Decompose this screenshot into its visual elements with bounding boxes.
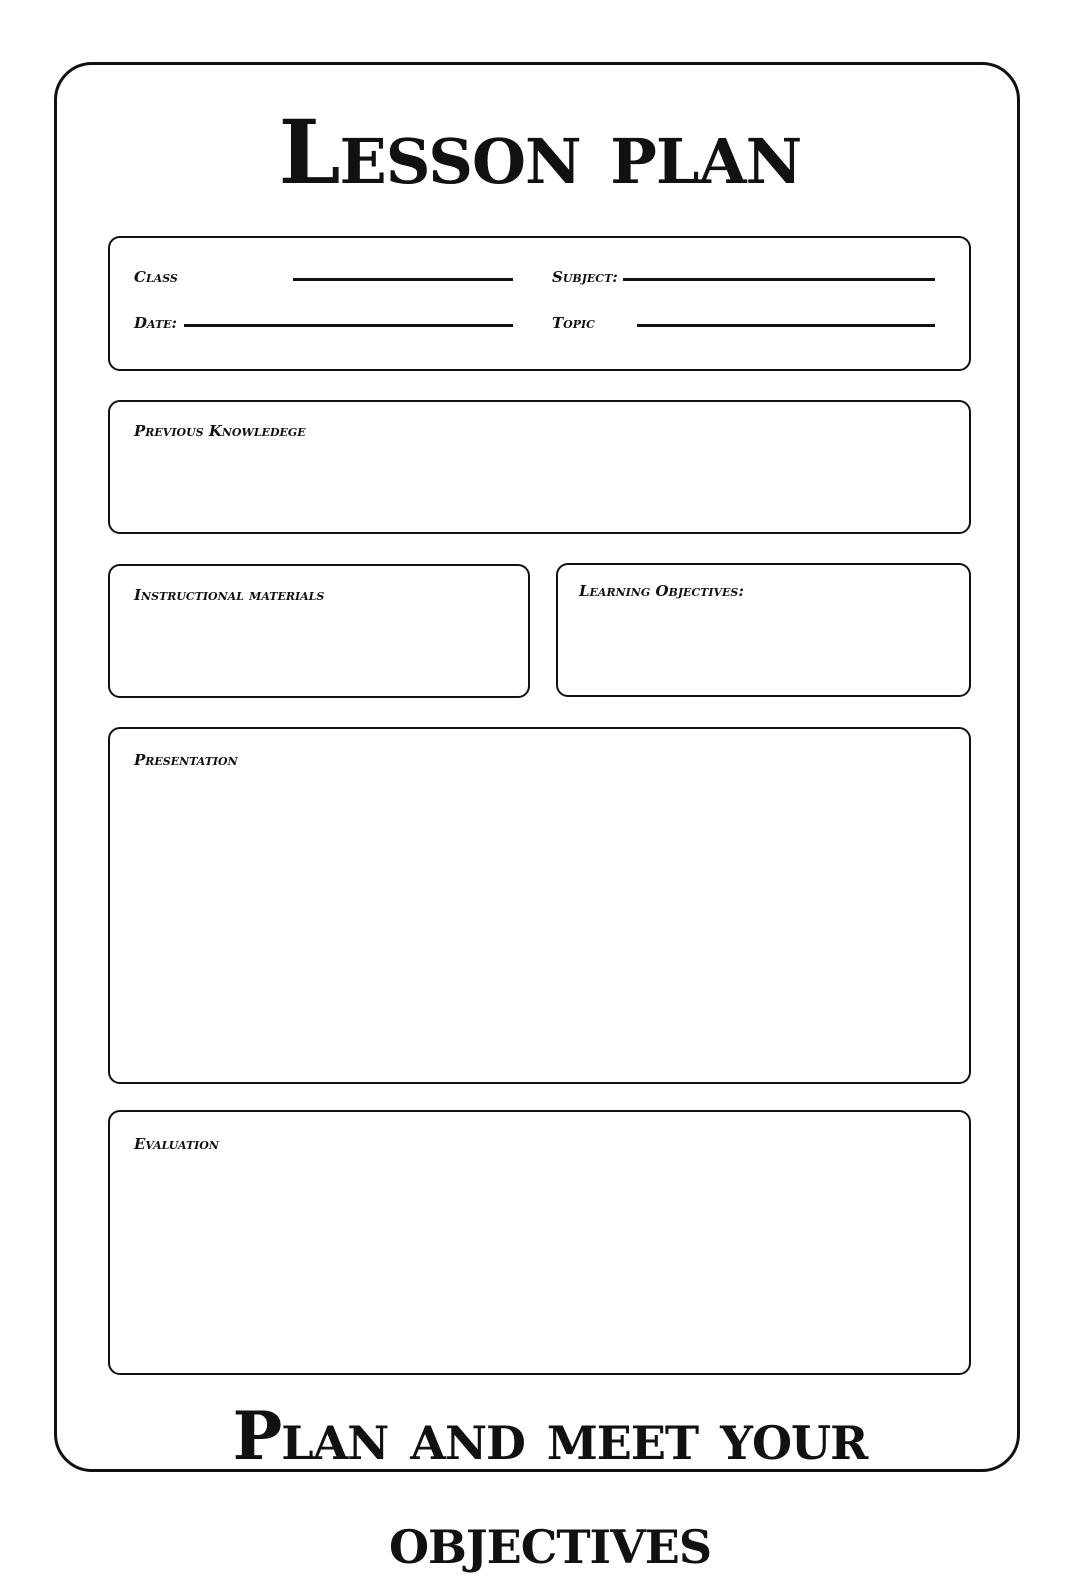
footer-slogan-continued: objectives [388,1501,712,1579]
subject-field[interactable] [623,278,935,281]
date-field[interactable] [184,324,513,327]
footer-slogan: Plan and meet your [232,1397,868,1475]
topic-label: Topic [552,314,595,332]
previous-knowledge-label: Previous Knowledege [134,422,306,440]
class-field[interactable] [293,278,513,281]
previous-knowledge-box[interactable] [108,400,971,534]
instructional-materials-label: Instructional materials [134,586,325,604]
presentation-box[interactable] [108,727,971,1084]
class-label: Class [134,268,178,286]
subject-label: Subject: [552,268,618,286]
info-box [108,236,971,371]
instructional-materials-box[interactable] [108,564,530,698]
date-label: Date: [134,314,178,332]
topic-field[interactable] [637,324,935,327]
learning-objectives-label: Learning Objectives: [579,582,744,600]
evaluation-label: Evaluation [134,1135,219,1153]
page-title: Lesson plan [278,100,802,204]
evaluation-box[interactable] [108,1110,971,1375]
presentation-label: Presentation [134,751,238,769]
